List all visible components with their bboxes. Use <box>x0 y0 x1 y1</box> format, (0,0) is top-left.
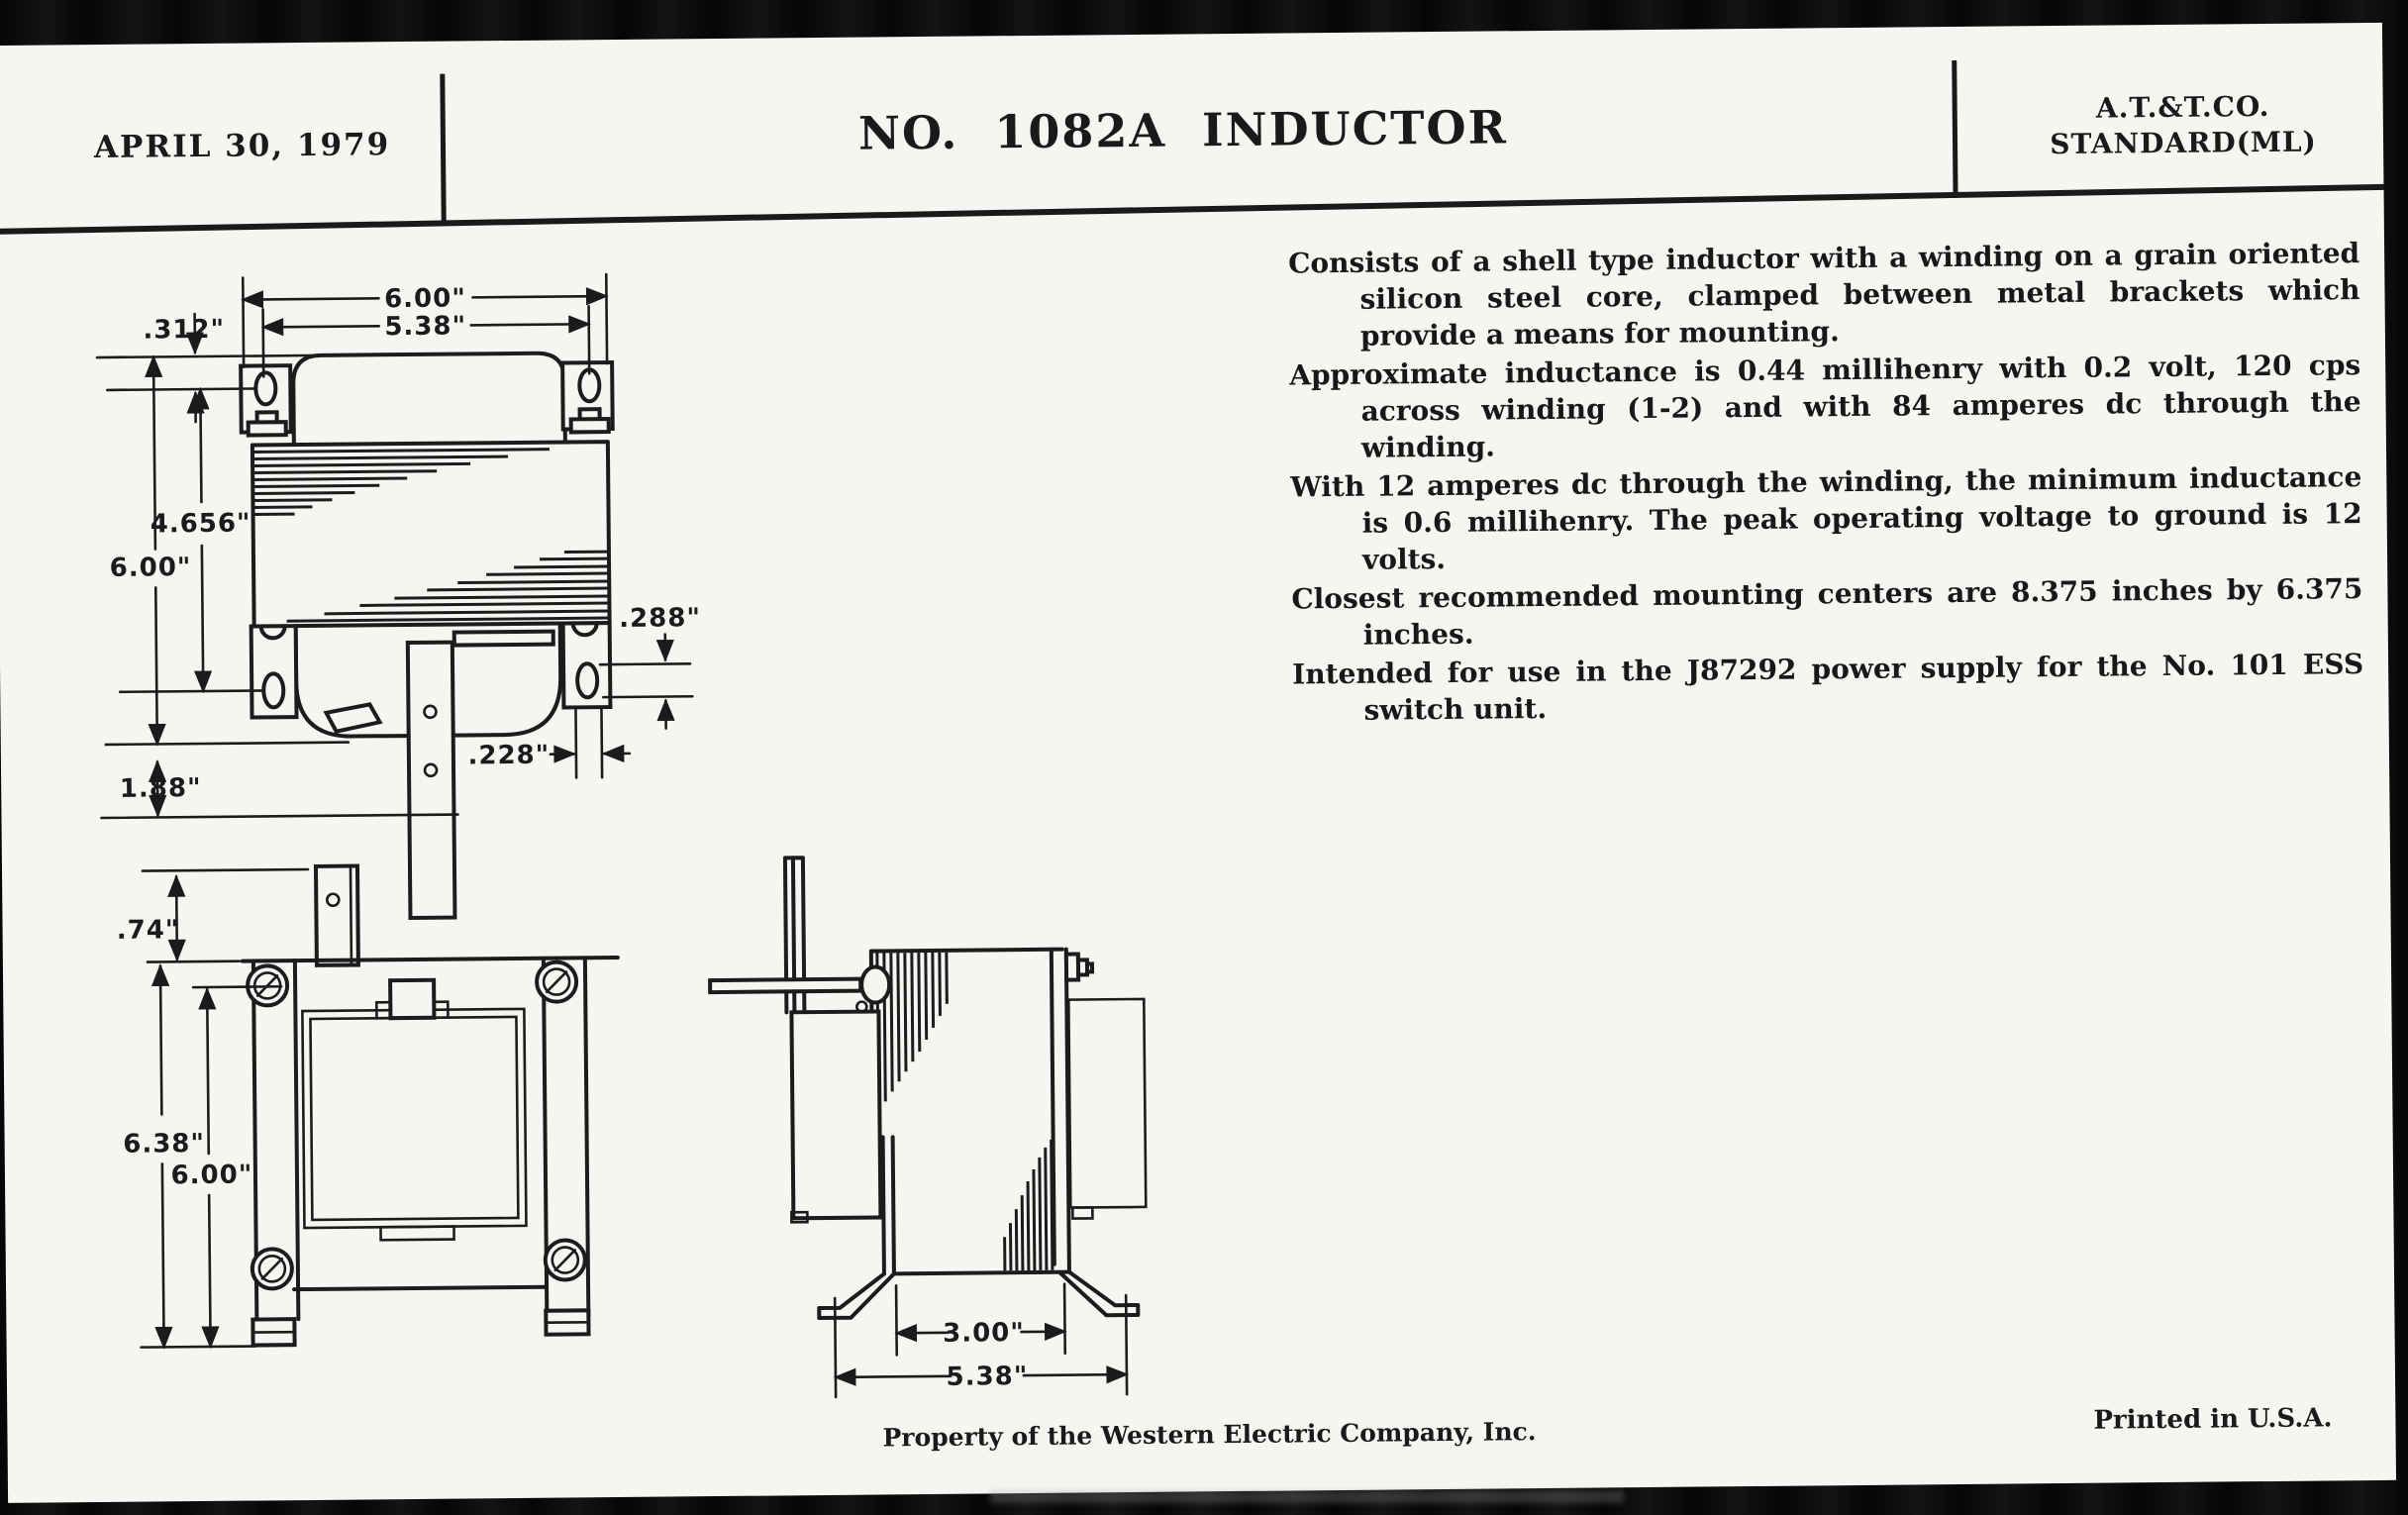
paragraph-min-inductance: With 12 amperes dc through the winding, the minimum inductance is 0.6 millihenry. The peak operating voltage to ground is 12 volts. <box>1290 460 2362 576</box>
dim-label: 6.38" <box>123 1129 206 1160</box>
dim-label: 6.00" <box>170 1160 253 1191</box>
dim-label: 5.38" <box>384 311 467 343</box>
dim-label: .288" <box>619 603 702 634</box>
document-page <box>0 23 2396 1503</box>
header-divider-left <box>440 74 446 223</box>
dim-label: .228" <box>467 740 551 771</box>
standard-label <box>2005 88 2362 162</box>
printed-in-usa: Printed in U.S.A. <box>2093 1403 2333 1436</box>
dim-label: 3.00" <box>943 1318 1026 1349</box>
standard-org: A.T.&T.CO. <box>2095 89 2270 125</box>
dim-label: 1.88" <box>119 773 202 804</box>
document-date: APRIL 30, 1979 <box>93 127 391 166</box>
header-divider-right <box>1952 60 1957 195</box>
paragraph-inductance: Approximate inductance is 0.44 millihenry with 0.2 volt, 120 cps across winding (1-2) and with 84 amperes dc through the winding. <box>1289 349 2361 464</box>
rear-view-drawing <box>81 721 681 1370</box>
paragraph-mounting: Closest recommended mounting centers are 8.375 inches by 6.375 inches. <box>1291 572 2363 652</box>
dim-label: 5.38" <box>946 1362 1029 1392</box>
standard-type: STANDARD(ML) <box>2050 125 2317 161</box>
paragraph-construction: Consists of a shell type inductor with a winding on a grain oriented silicon steel core, clamped between metal brackets which provide a means for mounting. <box>1288 237 2360 353</box>
dim-label: .74" <box>116 915 180 946</box>
dim-label: 6.00" <box>109 553 192 583</box>
side-view-drawing <box>685 708 1266 1417</box>
dim-label: 6.00" <box>383 283 466 315</box>
description-block <box>1288 235 2364 731</box>
property-notice: Property of the Western Electric Company, Inc. <box>882 1417 1537 1453</box>
scan-artifact <box>990 1490 1624 1503</box>
paragraph-use: Intended for use in the J87292 power supply for the No. 101 ESS switch unit. <box>1291 648 2364 727</box>
page-title: NO. 1082A INDUCTOR <box>857 100 1509 160</box>
dim-label: .312" <box>143 314 226 346</box>
dim-label: 4.656" <box>150 508 251 540</box>
